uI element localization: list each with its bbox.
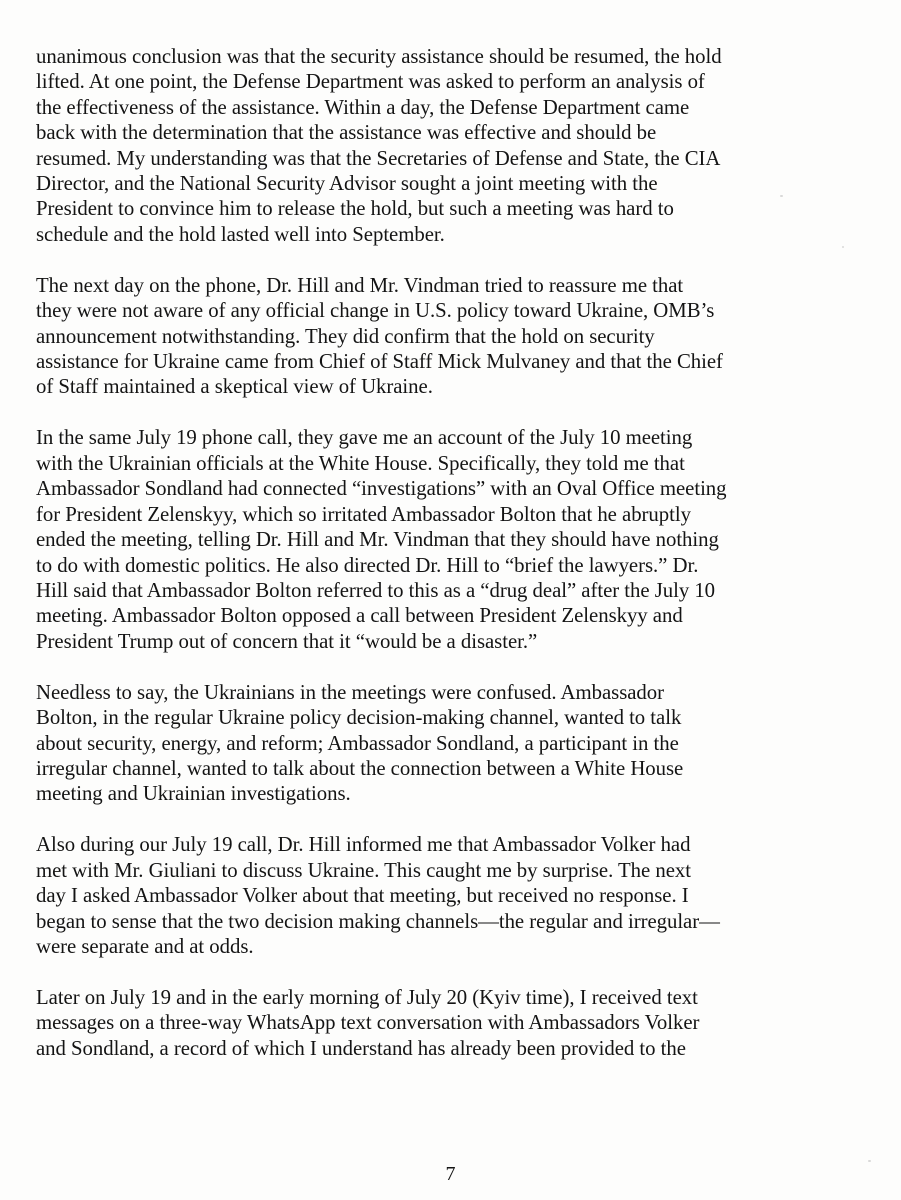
text-line: President to convince him to release the hold, but such a meeting was hard to [36,197,674,221]
text-line: irregular channel, wanted to talk about the connection between a White House [36,756,684,780]
text-line: Director, and the National Security Advisor sought a joint meeting with the [36,172,658,196]
text-line: meeting and Ukrainian investigations. [36,782,351,806]
paragraph [36,425,856,654]
text-line: were separate and at odds. [36,934,254,958]
text-line: with the Ukrainian officials at the White House. Specifically, they told me that [36,451,685,475]
text-line: to do with domestic politics. He also directed Dr. Hill to “brief the lawyers.” Dr. [36,553,699,577]
text-line: for President Zelenskyy, which so irritated Ambassador Bolton that he abruptly [36,502,691,526]
text-line: Needless to say, the Ukrainians in the meetings were confused. Ambassador [36,680,664,704]
text-line: resumed. My understanding was that the Secretaries of Defense and State, the CIA [36,146,721,170]
text-line: announcement notwithstanding. They did confirm that the hold on security [36,324,655,348]
paragraph [36,273,856,400]
scan-speck [780,195,783,197]
text-line: and Sondland, a record of which I understand has already been provided to the [36,1036,686,1060]
text-line: met with Mr. Giuliani to discuss Ukraine. This caught me by surprise. The next [36,858,691,882]
paragraph [36,44,856,247]
text-line: messages on a three-way WhatsApp text conversation with Ambassadors Volker [36,1011,700,1035]
text-line: In the same July 19 phone call, they gave me an account of the July 10 meeting [36,426,693,450]
text-line: President Trump out of concern that it “would be a disaster.” [36,629,538,653]
text-line: Also during our July 19 call, Dr. Hill informed me that Ambassador Volker had [36,833,691,857]
text-line: unanimous conclusion was that the security assistance should be resumed, the hold [36,45,722,68]
text-line: of Staff maintained a skeptical view of Ukraine. [36,375,433,399]
text-line: Later on July 19 and in the early morning of July 20 (Kyiv time), I received text [36,985,698,1009]
paragraph [36,680,856,807]
page-number: 7 [445,1163,456,1185]
paragraph [36,985,856,1061]
document-body [36,44,856,1087]
text-line: schedule and the hold lasted well into September. [36,222,445,246]
scan-speck [868,1160,871,1162]
text-line: back with the determination that the assistance was effective and should be [36,121,657,145]
text-line: assistance for Ukraine came from Chief of Staff Mick Mulvaney and that the Chief [36,350,723,374]
text-line: Hill said that Ambassador Bolton referred to this as a “drug deal” after the July 10 [36,578,716,602]
text-line: Bolton, in the regular Ukraine policy decision-making channel, wanted to talk [36,706,682,730]
paragraph [36,832,856,959]
text-line: began to sense that the two decision making channels—the regular and irregular— [36,909,720,933]
text-line: meeting. Ambassador Bolton opposed a call between President Zelenskyy and [36,604,683,628]
text-line: they were not aware of any official change in U.S. policy toward Ukraine, OMB’s [36,299,715,323]
text-line: day I asked Ambassador Volker about that meeting, but received no response. I [36,884,689,908]
text-line: The next day on the phone, Dr. Hill and Mr. Vindman tried to reassure me that [36,273,684,297]
text-line: ended the meeting, telling Dr. Hill and Mr. Vindman that they should have nothing [36,528,719,552]
text-line: lifted. At one point, the Defense Department was asked to perform an analysis of [36,70,705,94]
text-line: about security, energy, and reform; Ambassador Sondland, a participant in the [36,731,679,755]
text-line: Ambassador Sondland had connected “investigations” with an Oval Office meeting [36,477,727,501]
scan-speck [842,246,844,248]
text-line: the effectiveness of the assistance. Within a day, the Defense Department came [36,95,690,119]
